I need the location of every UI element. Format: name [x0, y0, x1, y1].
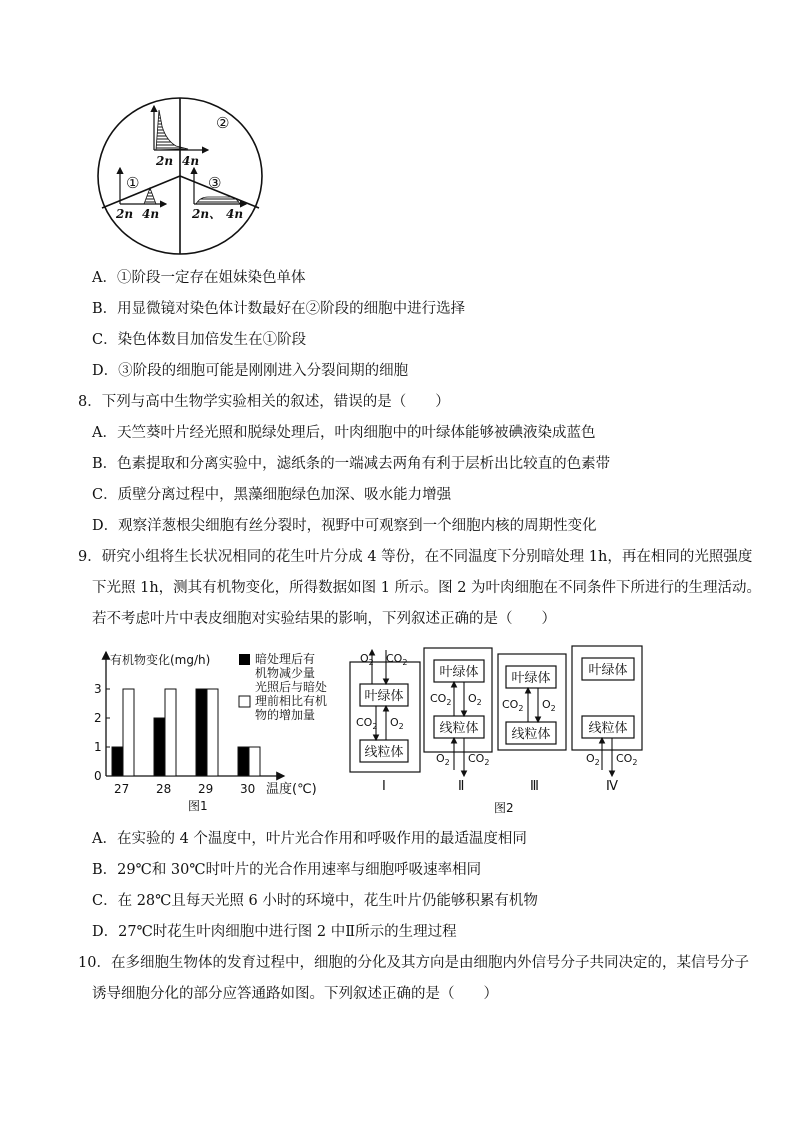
q7-option-d: D．③阶段的细胞可能是刚刚进入分裂间期的细胞	[92, 363, 409, 379]
cell-roman-numeral-2: Ⅱ	[458, 779, 465, 794]
legend-swatch-dark	[239, 654, 250, 665]
q8-option-a: A．天竺葵叶片经光照和脱绿处理后，叶肉细胞中的叶绿体能够被碘液染成蓝色	[92, 425, 596, 441]
figure-2-caption: 图2	[494, 801, 514, 815]
q9-option-c: C．在 28℃且每天光照 6 小时的环境中，花生叶片仍能够积累有机物	[92, 893, 538, 909]
svg-text:4n: 4n	[226, 207, 244, 221]
co2-label: $CO_2$	[616, 752, 638, 767]
x-tick-label: 28	[156, 782, 172, 796]
q9-stem-line-2: 下光照 1h，测其有机物变化，所得数据如图 1 所示。图 2 为叶肉细胞在不同条件下所进行的生理活动。	[92, 580, 762, 596]
y-tick-label: 0	[94, 769, 102, 783]
svg-text:2n: 2n	[116, 207, 134, 221]
q7-option-a: A．①阶段一定存在姐妹染色单体	[92, 270, 306, 286]
bar-light-29	[207, 689, 218, 776]
o2-label: $O_2$	[436, 752, 450, 767]
stage-2-label: ②	[216, 114, 230, 132]
q9-option-b: B．29℃和 30℃时叶片的光合作用速率与细胞呼吸速率相同	[92, 862, 482, 878]
co2-label: $CO_2$	[386, 652, 408, 667]
q7-option-b: B．用显微镜对染色体计数最好在②阶段的细胞中进行选择	[92, 301, 466, 317]
q10-stem-line-1: 10．在多细胞生物体的发育过程中，细胞的分化及其方向是由细胞内外信号分子共同决定的，某信号分子	[78, 955, 749, 971]
legend-light-line-2: 理前相比有机	[255, 694, 328, 708]
svg-text:2n: 2n	[156, 154, 174, 168]
cell-roman-numeral-4: Ⅳ	[606, 779, 618, 794]
y-tick-label: 3	[94, 682, 102, 696]
legend-swatch-light	[239, 696, 250, 707]
cell-stage-circle-figure	[96, 96, 266, 258]
figure-2-cell-diagrams	[346, 642, 646, 818]
svg-text:4n: 4n	[142, 207, 160, 221]
o2-label: $O_2$	[360, 652, 374, 667]
x-axis-label: 温度(℃)	[266, 782, 317, 797]
q10-stem-line-2: 诱导细胞分化的部分应答通路如图。下列叙述正确的是（ ）	[92, 986, 498, 1002]
x-tick-label: 30	[240, 782, 256, 796]
q9-option-a: A．在实验的 4 个温度中，叶片光合作用和呼吸作用的最适温度相同	[92, 831, 527, 847]
q7-option-c: C．染色体数目加倍发生在①阶段	[92, 332, 307, 348]
y-tick-label: 2	[94, 711, 102, 725]
legend-light-line-3: 物的增加量	[255, 708, 316, 722]
co2-label: $CO_2$	[468, 752, 490, 767]
bar-light-27	[123, 689, 134, 776]
q8-option-b: B．色素提取和分离实验中，滤纸条的一端减去两角有利于层析出比较直的色素带	[92, 456, 611, 472]
svg-text:2n、: 2n、	[192, 207, 222, 221]
chloroplast-1-label: 叶绿体	[364, 689, 404, 704]
legend-light-line-1: 光照后与暗处	[255, 680, 328, 694]
bar-dark-29	[196, 689, 207, 776]
q9-stem-line-1: 9．研究小组将生长状况相同的花生叶片分成 4 等份，在不同温度下分别暗处理 1h，再在相同的光照强度	[78, 549, 753, 565]
cell-roman-numeral-1: Ⅰ	[382, 779, 386, 794]
co2-label: $CO_2$	[502, 698, 524, 713]
chloroplast-4-label: 叶绿体	[588, 663, 628, 678]
cell-roman-numeral-3: Ⅲ	[530, 779, 539, 794]
chart-caption: 图1	[188, 799, 208, 813]
x-tick-label: 29	[198, 782, 214, 796]
bar-dark-28	[154, 718, 165, 776]
co2-label: $CO_2$	[356, 716, 378, 731]
bar-light-30	[249, 747, 260, 776]
chloroplast-2-label: 叶绿体	[439, 665, 479, 680]
o2-label: $O_2$	[542, 698, 556, 713]
q8-option-c: C．质壁分离过程中，黑藻细胞绿色加深、吸水能力增强	[92, 487, 452, 503]
y-tick-label: 1	[94, 740, 102, 754]
svg-text:4n: 4n	[182, 154, 200, 168]
co2-label: $CO_2$	[430, 692, 452, 707]
mitochondrion-2-label: 线粒体	[439, 721, 479, 736]
legend-dark-line-2: 机物减少量	[255, 666, 316, 680]
figure-1-bar-chart	[88, 644, 348, 816]
o2-label: $O_2$	[468, 692, 482, 707]
stage-3-label: ③	[208, 174, 222, 192]
stage-1-label: ①	[126, 174, 140, 192]
q8-stem: 8．下列与高中生物学实验相关的叙述，错误的是（ ）	[78, 394, 450, 410]
bar-dark-30	[238, 747, 249, 776]
bar-light-28	[165, 689, 176, 776]
x-tick-label: 27	[114, 782, 130, 796]
mitochondrion-1-label: 线粒体	[364, 745, 404, 760]
q9-stem-line-3: 若不考虑叶片中表皮细胞对实验结果的影响，下列叙述正确的是（ ）	[92, 611, 556, 627]
q8-option-d: D．观察洋葱根尖细胞有丝分裂时，视野中可观察到一个细胞内核的周期性变化	[92, 518, 597, 534]
bar-dark-27	[112, 747, 123, 776]
mitochondrion-4-label: 线粒体	[588, 721, 628, 736]
mitochondrion-3-label: 线粒体	[511, 727, 551, 742]
o2-label: $O_2$	[586, 752, 600, 767]
y-axis-label: 有机物变化(mg/h)	[110, 653, 211, 667]
q9-option-d: D．27℃时花生叶肉细胞中进行图 2 中Ⅱ所示的生理过程	[92, 924, 457, 940]
chloroplast-3-label: 叶绿体	[511, 671, 551, 686]
o2-label: $O_2$	[390, 716, 404, 731]
legend-dark-line-1: 暗处理后有	[255, 652, 316, 666]
